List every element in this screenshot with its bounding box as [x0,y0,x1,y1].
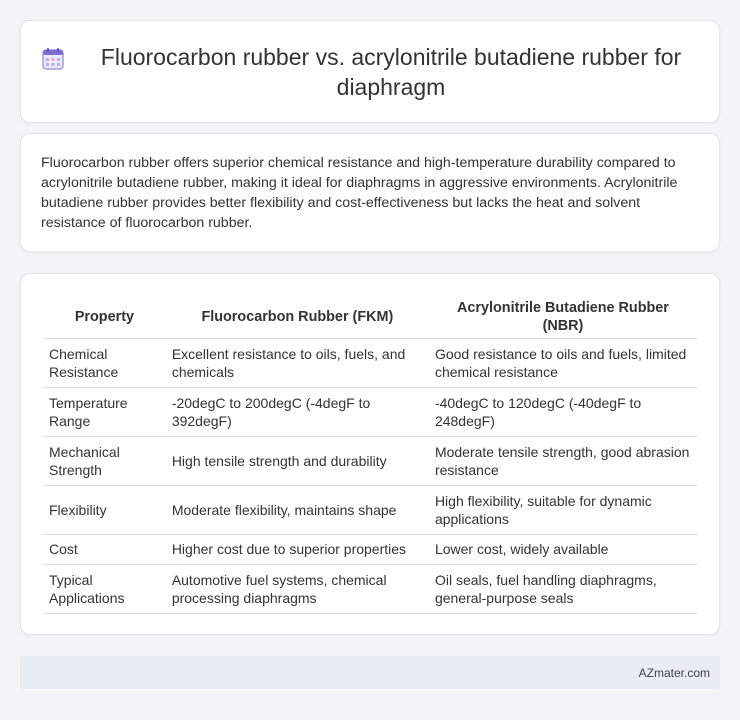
comparison-table [43,294,697,614]
footer-bar [20,656,720,689]
cell-fkm: Excellent resistance to oils, fuels, and chemicals [166,338,429,387]
comparison-table-card [20,273,720,635]
cell-nbr: Good resistance to oils and fuels, limited chemical resistance [429,338,697,387]
summary-card [20,133,720,252]
table-row [43,338,697,387]
cell-nbr: Lower cost, widely available [429,534,697,564]
cell-fkm: Automotive fuel systems, chemical processing diaphragms [166,564,429,613]
title-wrap [41,42,699,102]
header-fkm: Fluorocarbon Rubber (FKM) [201,308,394,325]
header-property: Property [74,308,134,325]
cell-property: Temperature Range [43,387,166,436]
cell-property: Flexibility [43,485,166,534]
cell-fkm: Moderate flexibility, maintains shape [166,485,429,534]
footer-brand[interactable]: AZmater.com [638,665,710,680]
cell-fkm: High tensile strength and durability [166,436,429,485]
cell-property: Mechanical Strength [43,436,166,485]
page-title: Fluorocarbon rubber vs. acrylonitrile butadiene rubber for diaphragm [100,43,682,100]
table-row [43,564,697,613]
title-card [20,20,720,123]
table-header-row [43,294,697,338]
cell-nbr: High flexibility, suitable for dynamic applications [429,485,697,534]
cell-nbr: -40degC to 120degC (-40degF to 248degF) [429,387,697,436]
summary-text: Fluorocarbon rubber offers superior chemical resistance and high-temperature durability compared to acrylonitrile butadiene rubber, making it ideal for diaphragms in aggressive environments. Acrylonitrile butadiene rubber provides better flexibility and cost-effectiveness but lacks the heat and solvent resistance of fluorocarbon rubber. [41,155,678,231]
cell-property: Cost [43,534,166,564]
cell-property: Typical Applications [43,564,166,613]
cell-nbr: Oil seals, fuel handling diaphragms, general-purpose seals [429,564,697,613]
table-row [43,534,697,564]
table-row [43,387,697,436]
cell-fkm: -20degC to 200degC (-4degF to 392degF) [166,387,429,436]
calendar-icon [41,47,65,71]
cell-nbr: Moderate tensile strength, good abrasion resistance [429,436,697,485]
cell-fkm: Higher cost due to superior properties [166,534,429,564]
table-row [43,485,697,534]
cell-property: Chemical Resistance [43,338,166,387]
header-nbr: Acrylonitrile Butadiene Rubber (NBR) [457,299,669,334]
table-row [43,436,697,485]
